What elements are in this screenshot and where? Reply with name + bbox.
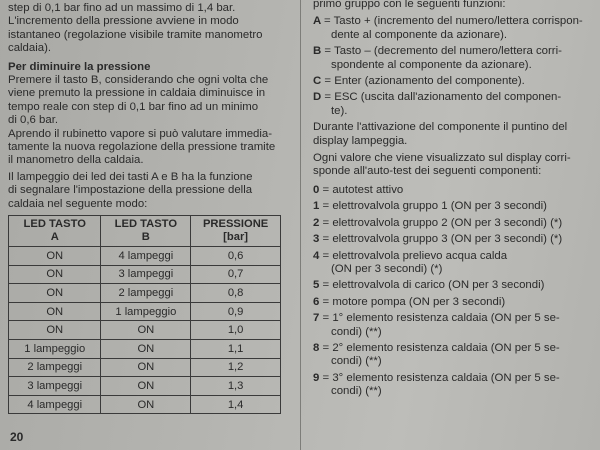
table-cell: ON (101, 377, 191, 396)
table-cell: 0,8 (191, 284, 281, 303)
component-list (313, 184, 595, 399)
column-header: LED TASTO B (101, 216, 191, 247)
text-line: C = Enter (azionamento del componente). (313, 75, 525, 88)
key-definitions (313, 15, 595, 118)
component-number: 7 (313, 312, 323, 325)
table-row (9, 302, 281, 321)
text-line: tamente la nuova regolazione della pressione tramite (8, 141, 276, 154)
table-cell: ON (9, 265, 101, 284)
table-cell: ON (101, 395, 191, 414)
key-letter: A (313, 15, 324, 28)
text-line: 2 = elettrovalvola gruppo 2 (ON per 3 secondi) (*) (313, 216, 563, 229)
led-pressure-table (8, 215, 281, 414)
text-line: 5 = elettrovalvola di carico (ON per 3 secondi) (313, 279, 545, 292)
component-number: 4 (313, 249, 323, 262)
text-line: Aprendo il rubinetto vapore si può valutare immedia- (8, 127, 273, 140)
intro-text (8, 2, 292, 56)
column-header: PRESSIONE [bar] (191, 216, 281, 247)
key-definition (313, 91, 595, 118)
key-definition (313, 15, 595, 42)
table-row (9, 284, 281, 303)
table-row (9, 321, 281, 340)
text-line: D = ESC (uscita dall'azionamento del componen- (313, 91, 562, 104)
component-item (313, 372, 595, 399)
table-cell: ON (9, 247, 101, 266)
text-line: 9 = 3° elemento resistenza caldaia (ON per 5 se- (313, 371, 560, 384)
column-divider (300, 0, 301, 450)
table-cell: 3 lampeggi (101, 265, 191, 284)
text-line: 8 = 2° elemento resistenza caldaia (ON per 5 se- (313, 341, 560, 354)
text-line: Durante l'attivazione del componente il puntino del (313, 121, 568, 134)
table-cell: 2 lampeggi (101, 284, 191, 303)
display-paragraph (313, 121, 595, 179)
text-line: 0 = autotest attivo (313, 183, 404, 196)
component-item (313, 250, 595, 277)
table-cell: 1,1 (191, 340, 281, 359)
text-line: di segnalare l'impostazione della pressione della (8, 184, 253, 197)
text-line: di 0,6 bar. (8, 114, 59, 127)
text-line: istantaneo (regolazione visibile tramite manometro (8, 28, 263, 41)
table-cell: ON (101, 340, 191, 359)
table-cell: 3 lampeggi (9, 377, 101, 396)
text-line: 1 = elettrovalvola gruppo 1 (ON per 3 secondi) (313, 200, 547, 213)
table-cell: 1,4 (191, 395, 281, 414)
table-header-row (9, 216, 281, 247)
key-letter: C (313, 75, 325, 88)
component-item (313, 184, 595, 197)
component-number: 0 (313, 183, 323, 196)
right-column (313, 0, 595, 402)
component-item (313, 217, 595, 230)
table-cell: 1,3 (191, 377, 281, 396)
component-number: 2 (313, 216, 323, 229)
text-line: te). (331, 104, 348, 117)
table-row (9, 265, 281, 284)
component-number: 9 (313, 371, 323, 384)
text-line: condi) (**) (331, 355, 382, 368)
text-line: 4 = elettrovalvola prelievo acqua calda (313, 249, 508, 262)
text-line: il manometro della caldaia. (8, 154, 144, 167)
table-cell: 4 lampeggi (101, 247, 191, 266)
column-header: LED TASTO A (9, 216, 101, 247)
table-row (9, 340, 281, 359)
table-cell: ON (101, 321, 191, 340)
table-cell: 0,9 (191, 302, 281, 321)
key-letter: B (313, 45, 325, 58)
paragraph-1 (8, 74, 292, 168)
text-line: A = Tasto + (incremento del numero/lettera corrispon- (313, 15, 583, 28)
text-line: 6 = motore pompa (ON per 3 secondi) (313, 295, 506, 308)
left-column (8, 2, 292, 414)
text-line: Premere il tasto B, considerando che ogni volta che (8, 74, 269, 87)
text-line: primo gruppo con le seguenti funzioni: (313, 0, 506, 10)
text-line: step di 0,1 bar fino ad un massimo di 1,4 bar. (8, 2, 236, 14)
table-row (9, 377, 281, 396)
component-item (313, 342, 595, 369)
text-line: viene premuto la pressione in caldaia diminuisce in (8, 87, 266, 100)
text-line: dente al componente da azionare). (331, 28, 508, 41)
text-line: caldaia). (8, 42, 52, 55)
text-line: condi) (**) (331, 325, 382, 338)
component-number: 1 (313, 200, 323, 213)
key-definition (313, 45, 595, 72)
component-item (313, 296, 595, 309)
component-number: 6 (313, 295, 323, 308)
text-line: B = Tasto – (decremento del numero/lettera corri- (313, 45, 562, 58)
table-row (9, 247, 281, 266)
key-letter: D (313, 91, 325, 104)
component-item (313, 312, 595, 339)
text-line: tempo reale con step di 0,1 bar fino ad un minimo (8, 100, 259, 113)
section-heading: Per diminuire la pressione (8, 60, 151, 73)
table-cell: 0,6 (191, 247, 281, 266)
table-row (9, 395, 281, 414)
table-cell: 1,0 (191, 321, 281, 340)
table-row (9, 358, 281, 377)
table-cell: 2 lampeggi (9, 358, 101, 377)
text-line: spondente al componente da azionare). (331, 58, 532, 71)
component-number: 3 (313, 233, 323, 246)
table-cell: 1 lampeggio (101, 302, 191, 321)
table-cell: 1 lampeggio (9, 340, 101, 359)
text-line: 3 = elettrovalvola gruppo 3 (ON per 3 secondi) (*) (313, 233, 563, 246)
component-item (313, 200, 595, 213)
table-cell: ON (9, 321, 101, 340)
table-cell: ON (9, 302, 101, 321)
table-cell: 1,2 (191, 358, 281, 377)
text-line: caldaia nel seguente modo: (8, 197, 148, 210)
table-cell: 0,7 (191, 265, 281, 284)
text-line: L'incremento della pressione avviene in modo (8, 15, 239, 28)
text-line: sponde all'auto-test dei seguenti componenti: (313, 165, 542, 178)
table-cell: 4 lampeggi (9, 395, 101, 414)
text-line: condi) (**) (331, 385, 382, 398)
table-cell: ON (9, 284, 101, 303)
table-cell: ON (101, 358, 191, 377)
component-number: 8 (313, 341, 323, 354)
component-item (313, 233, 595, 246)
text-line: Ogni valore che viene visualizzato sul display corri- (313, 152, 571, 165)
component-item (313, 279, 595, 292)
component-number: 5 (313, 279, 323, 292)
page-number: 20 (10, 430, 24, 444)
paragraph-2 (8, 171, 292, 211)
text-line: 7 = 1° elemento resistenza caldaia (ON per 5 se- (313, 312, 560, 325)
text-line: (ON per 3 secondi) (*) (331, 262, 443, 275)
key-definition (313, 75, 595, 88)
text-line: display lampeggia. (313, 134, 408, 147)
text-line: Il lampeggio dei led dei tasti A e B ha la funzione (8, 170, 253, 183)
